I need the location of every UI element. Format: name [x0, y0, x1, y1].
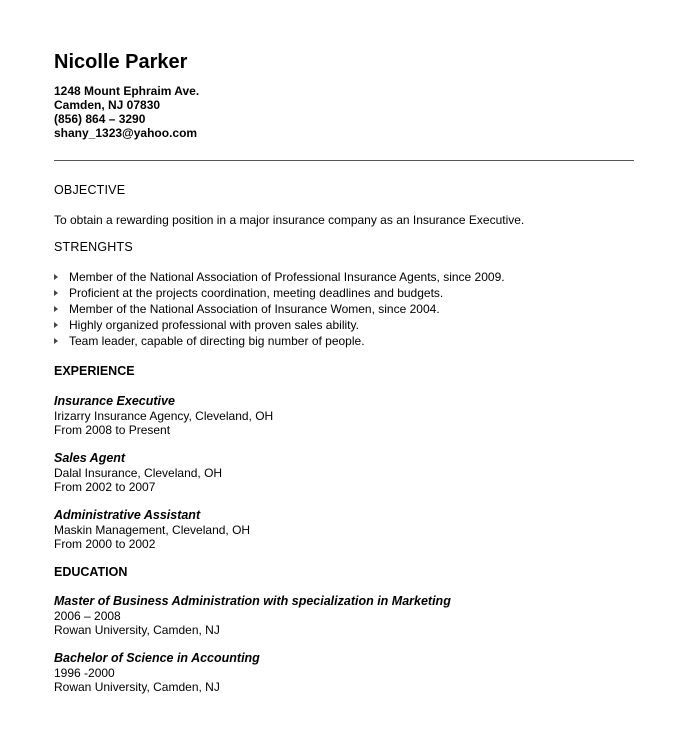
email-line: shany_1323@yahoo.com	[54, 126, 198, 140]
address-line: 1248 Mount Ephraim Ave.	[54, 84, 200, 98]
job-dates: From 2008 to Present	[54, 423, 171, 437]
job-dates: From 2002 to 2007	[54, 480, 156, 494]
job-title: Sales Agent	[54, 451, 126, 465]
bullet-arrow-icon	[54, 290, 58, 296]
job-company: Irizarry Insurance Agency, Cleveland, OH	[54, 408, 274, 423]
bullet-arrow-icon	[54, 338, 58, 344]
degree-title: Bachelor of Science in Accounting	[54, 651, 260, 665]
degree-years: 1996 -2000	[54, 665, 115, 680]
list-item: Highly organized professional with proven sales ability.	[54, 317, 505, 333]
job-company: Dalal Insurance, Cleveland, OH	[54, 465, 223, 480]
degree-school: Rowan University, Camden, NJ	[54, 623, 220, 637]
experience-heading: EXPERIENCE	[54, 364, 135, 378]
list-item: Team leader, capable of directing big number of people.	[54, 333, 505, 349]
list-item: Proficient at the projects coordination, meeting deadlines and budgets.	[54, 285, 505, 301]
candidate-name: Nicolle Parker	[54, 51, 188, 73]
degree-years: 2006 – 2008	[54, 608, 121, 623]
phone-line: (856) 864 – 3290	[54, 112, 146, 126]
job-title: Insurance Executive	[54, 394, 175, 408]
job-dates: From 2000 to 2002	[54, 537, 156, 551]
degree-title: Master of Business Administration with specialization in Marketing	[54, 594, 451, 608]
objective-heading: OBJECTIVE	[54, 183, 126, 197]
strengths-list	[54, 269, 505, 349]
header-divider	[54, 160, 634, 161]
job-entry	[54, 394, 273, 438]
degree-entry	[54, 651, 260, 695]
bullet-arrow-icon	[54, 274, 58, 280]
degree-school: Rowan University, Camden, NJ	[54, 680, 220, 694]
objective-text: To obtain a rewarding position in a major insurance company as an Insurance Executive.	[54, 213, 525, 227]
education-heading: EDUCATION	[54, 565, 128, 579]
job-company: Maskin Management, Cleveland, OH	[54, 522, 251, 537]
bullet-arrow-icon	[54, 306, 58, 312]
strengths-heading: STRENGHTS	[54, 240, 133, 254]
job-title: Administrative Assistant	[54, 508, 201, 522]
list-item: Member of the National Association of Insurance Women, since 2004.	[54, 301, 505, 317]
city-line: Camden, NJ 07830	[54, 98, 161, 112]
bullet-arrow-icon	[54, 322, 58, 328]
contact-block	[54, 84, 199, 140]
job-entry	[54, 451, 222, 495]
list-item: Member of the National Association of Professional Insurance Agents, since 2009.	[54, 269, 505, 285]
degree-entry	[54, 594, 451, 638]
job-entry	[54, 508, 250, 552]
